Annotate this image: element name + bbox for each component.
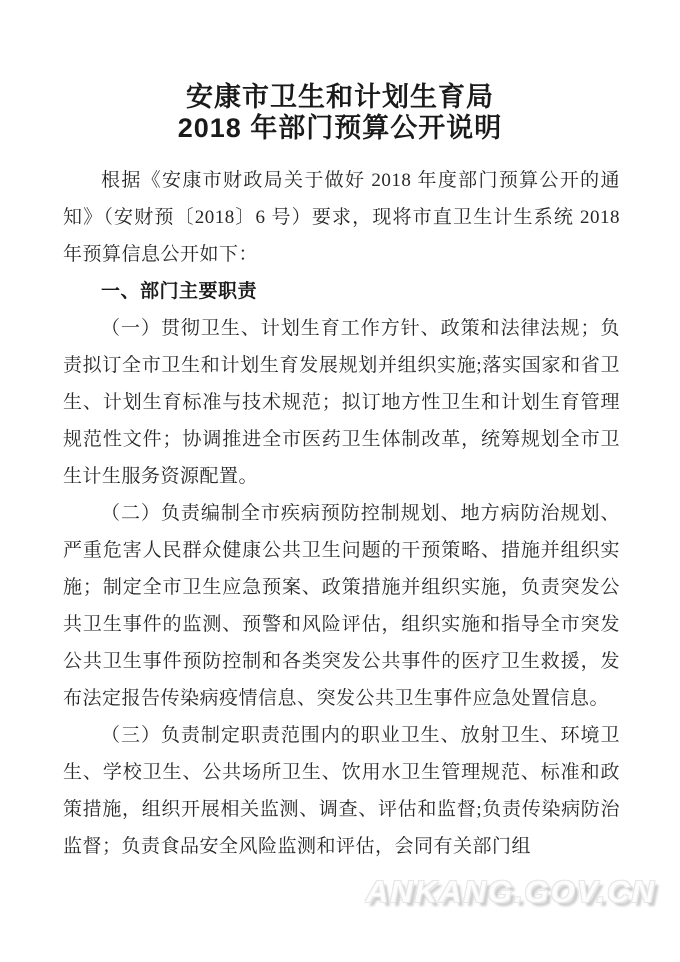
paragraph-intro: 根据《安康市财政局关于做好 2018 年度部门预算公开的通知》（安财预〔2018〕6 号）要求，现将市直卫生计生系统 2018 年预算信息公开如下： <box>63 170 620 265</box>
document-title <box>60 82 620 144</box>
paragraph-duty-1: （一）贯彻卫生、计划生育工作方针、政策和法律法规；负责拟订全市卫生和计划生育发展规划并组织实施;落实国家和省卫生、计划生育标准与技术规范；拟订地方性卫生和计划生育管理规范性文件；协调推进全市医药卫生体制改革，统筹规划全市卫生计生服务资源配置。 <box>63 318 620 487</box>
paragraph-duty-3: （三）负责制定职责范围内的职业卫生、放射卫生、环境卫生、学校卫生、公共场所卫生、饮用水卫生管理规范、标准和政策措施，组织开展相关监测、调查、评估和监督;负责传染病防治监督；负责食品安全风险监测和评估，会同有关部门组 <box>63 725 620 857</box>
section-heading-main-duties: 一、部门主要职责 <box>101 281 258 302</box>
paragraph-duty-2: （二）负责编制全市疾病预防控制规划、地方病防治规划、严重危害人民群众健康公共卫生问题的干预策略、措施并组织实施；制定全市卫生应急预案、政策措施并组织实施，负责突发公共卫生事件的监测、预警和风险评估，组织实施和指导全市突发公共卫生事件预防控制和各类突发公共事件的医疗卫生救援，发布法定报告传染病疫情信息、突发公共卫生事件应急处置信息。 <box>63 503 620 709</box>
document-body <box>63 162 620 865</box>
title-line-1: 安康市卫生和计划生育局 <box>186 82 494 112</box>
title-line-2: 2018 年部门预算公开说明 <box>177 113 503 143</box>
site-watermark: ANKANG.GOV.CN <box>365 874 656 909</box>
